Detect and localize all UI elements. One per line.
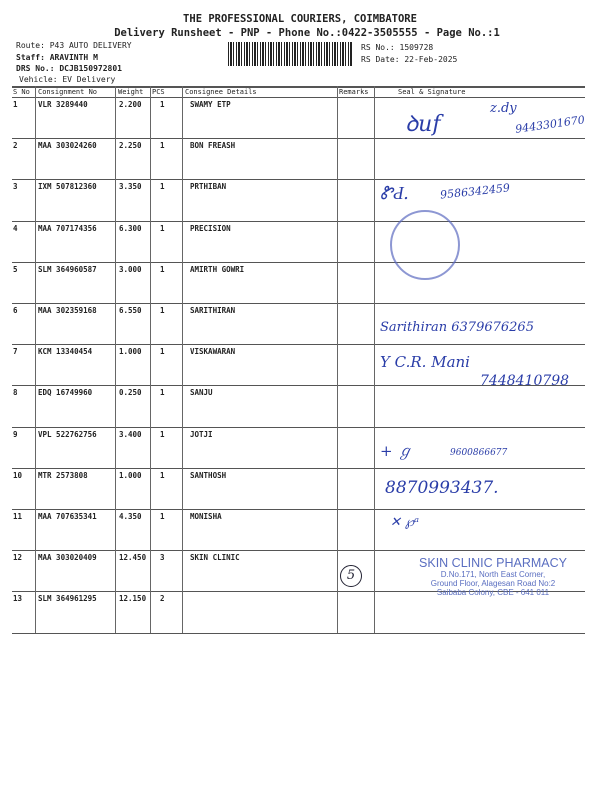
column-divider	[374, 86, 375, 633]
cell-pcs: 1	[160, 265, 165, 274]
barcode	[228, 42, 352, 66]
cell-pcs: 1	[160, 306, 165, 315]
cell-consignee: SARITHIRAN	[190, 306, 236, 315]
stamp-line: Ground Floor, Alagesan Road No:2	[430, 579, 556, 588]
cell-consignee: BON FREASH	[190, 141, 236, 150]
cell-cno: MAA 707635341	[38, 512, 97, 521]
handwritten-phone: 8870993437.	[385, 478, 499, 498]
handwritten-circled-number: 5	[340, 565, 362, 587]
cell-sno: 7	[13, 347, 18, 356]
route: Route: P43 AUTO DELIVERY	[16, 41, 132, 50]
stamp-name: SKIN CLINIC PHARMACY	[419, 556, 567, 570]
cell-cno: MTR 2573808	[38, 471, 88, 480]
cell-weight: 12.150	[119, 594, 147, 603]
row-divider	[12, 221, 585, 222]
cell-pcs: 1	[160, 388, 165, 397]
cell-cno: MAA 303020409	[38, 553, 97, 562]
pharmacy-stamp	[398, 556, 588, 597]
handwritten-note: Sarithiran 6379676265	[380, 320, 534, 335]
signature-note: z.dy	[490, 101, 517, 116]
cell-weight: 1.000	[119, 347, 142, 356]
column-divider	[150, 86, 151, 633]
signature: ✕ ℘ᵃ	[390, 515, 419, 530]
row-divider	[12, 633, 585, 634]
cell-weight: 6.300	[119, 224, 142, 233]
cell-weight: 4.350	[119, 512, 142, 521]
cell-weight: 3.350	[119, 182, 142, 191]
handwritten-name: Y C.R. Mani	[380, 353, 470, 371]
cell-sno: 10	[13, 471, 23, 480]
column-header: Consignment No	[38, 88, 98, 96]
cell-sno: 6	[13, 306, 18, 315]
rs-number: RS No.: 1509728	[361, 43, 434, 52]
cell-pcs: 1	[160, 100, 165, 109]
cell-consignee: JOTJI	[190, 430, 213, 439]
vehicle: Vehicle: EV Delivery	[19, 75, 116, 84]
cell-sno: 11	[13, 512, 23, 521]
rubber-stamp-icon	[390, 210, 460, 280]
row-divider	[12, 179, 585, 180]
row-divider	[12, 262, 585, 263]
handwritten-phone: 9600866677	[450, 448, 508, 458]
column-divider	[337, 86, 338, 633]
row-divider	[12, 303, 585, 304]
runsheet-title: Delivery Runsheet - PNP - Phone No.:0422-3505555 - Page No.:1	[114, 27, 500, 39]
cell-cno: MAA 303024260	[38, 141, 97, 150]
cell-pcs: 1	[160, 430, 165, 439]
cell-pcs: 1	[160, 512, 165, 521]
handwritten-phone: 9443301670	[514, 113, 586, 136]
cell-cno: VPL 522762756	[38, 430, 97, 439]
cell-consignee: SKIN CLINIC	[190, 553, 240, 562]
row-divider	[12, 97, 585, 98]
cell-consignee: SANTHOSH	[190, 471, 227, 480]
row-divider	[12, 427, 585, 428]
cell-cno: KCM 13340454	[38, 347, 93, 356]
row-divider	[12, 86, 585, 88]
column-header: Consignee Details	[185, 88, 257, 96]
cell-sno: 1	[13, 100, 18, 109]
cell-pcs: 1	[160, 182, 165, 191]
cell-cno: MAA 707174356	[38, 224, 97, 233]
cell-sno: 3	[13, 182, 18, 191]
cell-consignee: PRECISION	[190, 224, 231, 233]
cell-weight: 1.000	[119, 471, 142, 480]
row-divider	[12, 138, 585, 139]
cell-pcs: 1	[160, 471, 165, 480]
cell-cno: VLR 3289440	[38, 100, 88, 109]
cell-weight: 3.000	[119, 265, 142, 274]
stamp-line: D.No.171, North East Corner,	[440, 570, 546, 579]
company-title: THE PROFESSIONAL COURIERS, COIMBATORE	[183, 13, 417, 25]
handwritten-phone: 7448410798	[480, 373, 570, 389]
staff: Staff: ARAVINTH M	[16, 53, 98, 62]
cell-weight: 6.550	[119, 306, 142, 315]
column-divider	[115, 86, 116, 633]
cell-weight: 0.250	[119, 388, 142, 397]
cell-pcs: 1	[160, 347, 165, 356]
cell-cno: SLM 364961295	[38, 594, 97, 603]
cell-sno: 2	[13, 141, 18, 150]
rs-date: RS Date: 22-Feb-2025	[361, 55, 458, 64]
handwritten-phone: 9586342459	[439, 181, 511, 202]
signature: ꝺuf	[405, 112, 441, 137]
cell-cno: MAA 302359168	[38, 306, 97, 315]
column-header: Weight	[118, 88, 144, 96]
column-divider	[35, 86, 36, 633]
cell-sno: 5	[13, 265, 18, 274]
cell-consignee: AMIRTH GOWRI	[190, 265, 245, 274]
row-divider	[12, 344, 585, 345]
cell-cno: EDQ 16749960	[38, 388, 93, 397]
cell-pcs: 1	[160, 141, 165, 150]
cell-consignee: PRTHIBAN	[190, 182, 227, 191]
column-divider	[182, 86, 183, 633]
column-header: PCS	[152, 88, 165, 96]
cell-pcs: 1	[160, 224, 165, 233]
cell-pcs: 2	[160, 594, 165, 603]
cell-weight: 3.400	[119, 430, 142, 439]
cell-cno: IXM 507812360	[38, 182, 97, 191]
cell-sno: 13	[13, 594, 23, 603]
cell-cno: SLM 364960587	[38, 265, 97, 274]
cell-consignee: SANJU	[190, 388, 213, 397]
cell-consignee: SWAMY ETP	[190, 100, 231, 109]
signature: + ℊ	[380, 442, 413, 460]
cell-sno: 4	[13, 224, 18, 233]
row-divider	[12, 550, 585, 551]
column-header: S No	[13, 88, 30, 96]
cell-weight: 2.250	[119, 141, 142, 150]
cell-sno: 12	[13, 553, 23, 562]
column-header: Seal & Signature	[398, 88, 466, 96]
row-divider	[12, 509, 585, 510]
cell-weight: 2.200	[119, 100, 142, 109]
column-header: Remarks	[339, 88, 369, 96]
drs-number: DRS No.: DCJB150972801	[16, 64, 122, 73]
cell-sno: 9	[13, 430, 18, 439]
row-divider	[12, 468, 585, 469]
cell-pcs: 3	[160, 553, 165, 562]
stamp-line: Saibaba Colony, CBE - 641 011	[436, 588, 550, 597]
cell-consignee: MONISHA	[190, 512, 222, 521]
cell-weight: 12.450	[119, 553, 147, 562]
signature: ᏑԀ.	[380, 183, 409, 204]
cell-sno: 8	[13, 388, 18, 397]
cell-consignee: VISKAWARAN	[190, 347, 236, 356]
